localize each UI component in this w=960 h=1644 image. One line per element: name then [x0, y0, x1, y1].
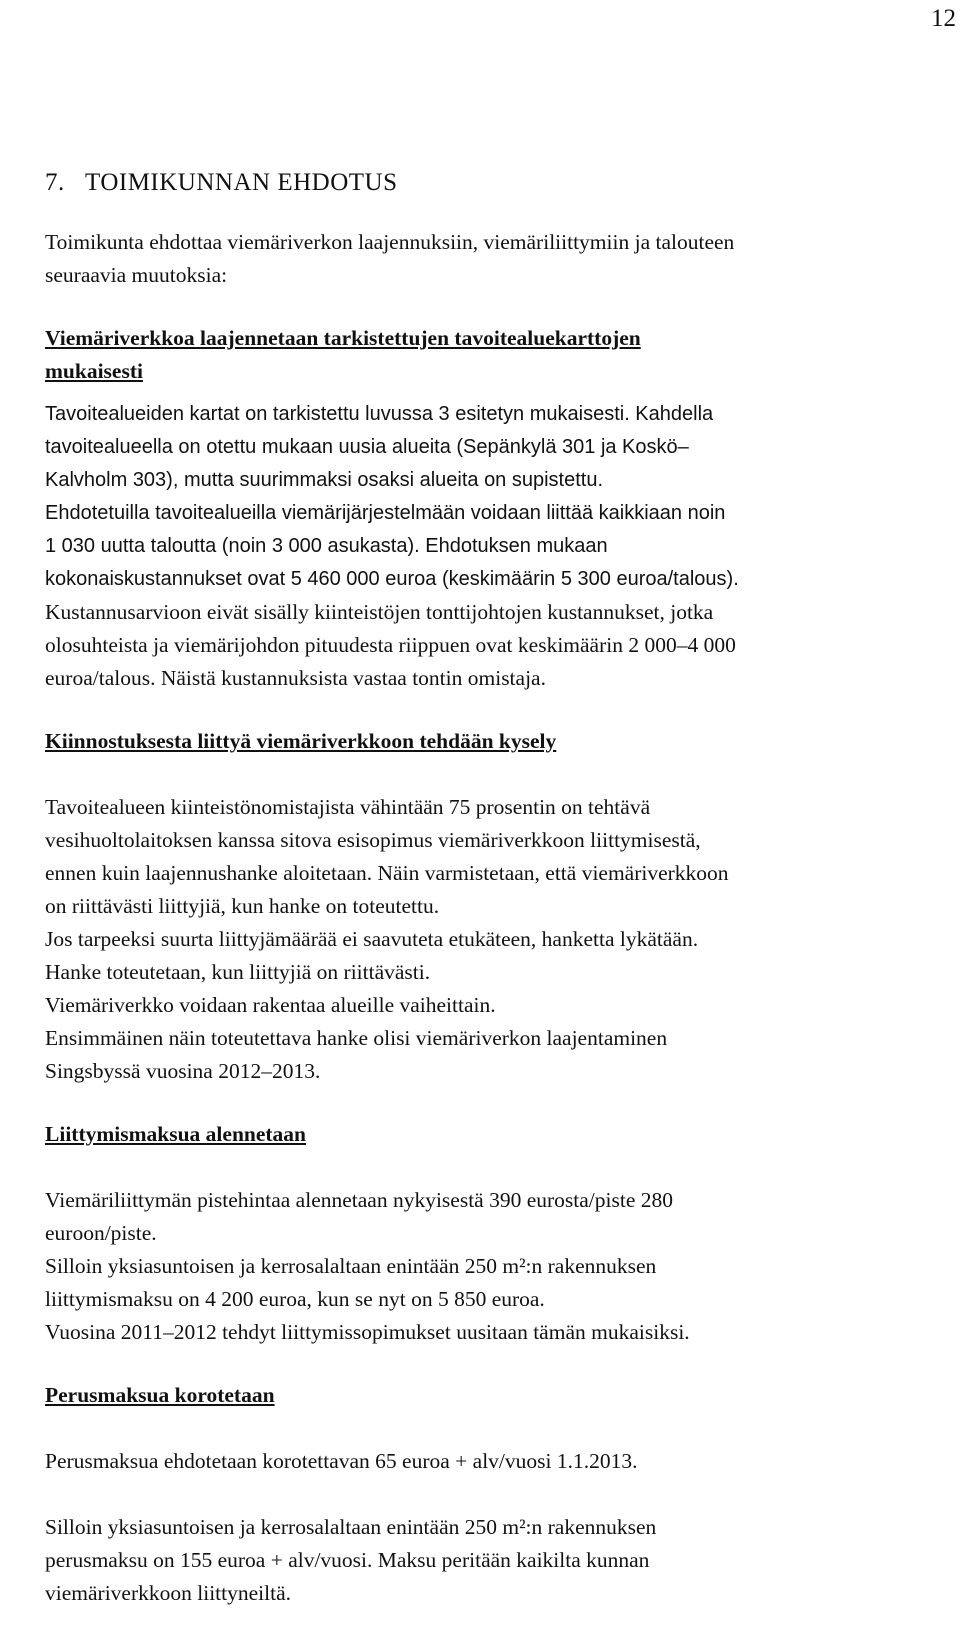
text-line: euroa/talous. Näistä kustannuksista vastaa tontin omistaja.: [45, 666, 546, 690]
survey-paragraph: [45, 791, 945, 1088]
heading-line: mukaisesti: [45, 359, 143, 383]
text-line: olosuhteista ja viemärijohdon pituudesta riippuen ovat keskimäärin 2 000–4 000: [45, 633, 736, 657]
text-line: ennen kuin laajennushanke aloitetaan. Näin varmistetaan, että viemäriverkkoon: [45, 861, 729, 885]
text-line: vesihuoltolaitoksen kanssa sitova esisopimus viemäriverkkoon liittymisestä,: [45, 828, 701, 852]
text-line: Hanke toteutetaan, kun liittyjiä on riittävästi.: [45, 960, 431, 984]
basic-fee-paragraph: [45, 1445, 945, 1478]
text-line: Jos tarpeeksi suurta liittyjämäärää ei saavuteta etukäteen, hanketta lykätään.: [45, 927, 699, 951]
subsection-heading-network-expansion: [45, 322, 945, 388]
text-line: Kalvholm 303), mutta suurimmaksi osaksi alueita on supistettu.: [45, 469, 604, 491]
text-line: Tavoitealueen kiinteistönomistajista vähintään 75 prosentin on tehtävä: [45, 795, 651, 819]
subsection-heading-connection-fee: Liittymismaksua alennetaan: [45, 1122, 307, 1146]
text-line: Vuosina 2011–2012 tehdyt liittymissopimukset uusitaan tämän mukaisiksi.: [45, 1320, 690, 1344]
text-line: Silloin yksiasuntoisen ja kerrosalaltaan enintään 250 m²:n rakennuksen: [45, 1254, 657, 1278]
text-line: euroon/piste.: [45, 1221, 157, 1245]
network-expansion-paragraph: [45, 398, 945, 596]
section-title: TOIMIKUNNAN EHDOTUS: [85, 169, 398, 196]
text-line: Perusmaksua ehdotetaan korotettavan 65 euroa + alv/vuosi 1.1.2013.: [45, 1449, 638, 1473]
text-line: Silloin yksiasuntoisen ja kerrosalaltaan enintään 250 m²:n rakennuksen: [45, 1515, 657, 1539]
network-expansion-paragraph-cont: [45, 596, 945, 695]
text-line: Toimikunta ehdottaa viemäriverkon laajennuksiin, viemäriliittymiin ja talouteen: [45, 230, 735, 254]
text-line: Kustannusarvioon eivät sisälly kiinteistöjen tonttijohtojen kustannukset, jotka: [45, 600, 714, 624]
text-line: Tavoitealueiden kartat on tarkistettu luvussa 3 esitetyn mukaisesti. Kahdella: [45, 403, 714, 425]
text-line: 1 030 uutta taloutta (noin 3 000 asukasta). Ehdotuksen mukaan: [45, 535, 608, 557]
text-line: viemäriverkkoon liittyneiltä.: [45, 1581, 291, 1605]
section-heading: [45, 166, 945, 200]
subsection-heading-basic-fee: Perusmaksua korotetaan: [45, 1383, 275, 1407]
text-line: Ensimmäinen näin toteutettava hanke olisi viemäriverkon laajentaminen: [45, 1026, 668, 1050]
text-line: Viemäriverkko voidaan rakentaa alueille vaiheittain.: [45, 993, 496, 1017]
text-line: liittymismaksu on 4 200 euroa, kun se nyt on 5 850 euroa.: [45, 1287, 545, 1311]
page-number: 12: [931, 5, 956, 32]
text-line: seuraavia muutoksia:: [45, 263, 228, 287]
heading-line: Viemäriverkkoa laajennetaan tarkistettujen tavoitealuekarttojen: [45, 326, 641, 350]
text-line: Ehdotetuilla tavoitealueilla viemärijärjestelmään voidaan liittää kaikkiaan noin: [45, 502, 726, 524]
text-line: Viemäriliittymän pistehintaa alennetaan nykyisestä 390 eurosta/piste 280: [45, 1188, 674, 1212]
text-line: kokonaiskustannukset ovat 5 460 000 euroa (keskimäärin 5 300 euroa/talous).: [45, 568, 739, 590]
intro-paragraph: [45, 226, 945, 292]
text-line: perusmaksu on 155 euroa + alv/vuosi. Maksu peritään kaikilta kunnan: [45, 1548, 650, 1572]
section-number: 7.: [45, 169, 65, 196]
subsection-heading-survey: Kiinnostuksesta liittyä viemäriverkkoon tehdään kysely: [45, 729, 557, 753]
document-body: [45, 166, 945, 1610]
basic-fee-detail-paragraph: [45, 1511, 945, 1610]
text-line: on riittävästi liittyjiä, kun hanke on toteutettu.: [45, 894, 440, 918]
text-line: tavoitealueella on otettu mukaan uusia alueita (Sepänkylä 301 ja Koskö–: [45, 436, 689, 458]
connection-fee-paragraph: [45, 1184, 945, 1349]
text-line: Singsbyssä vuosina 2012–2013.: [45, 1059, 321, 1083]
